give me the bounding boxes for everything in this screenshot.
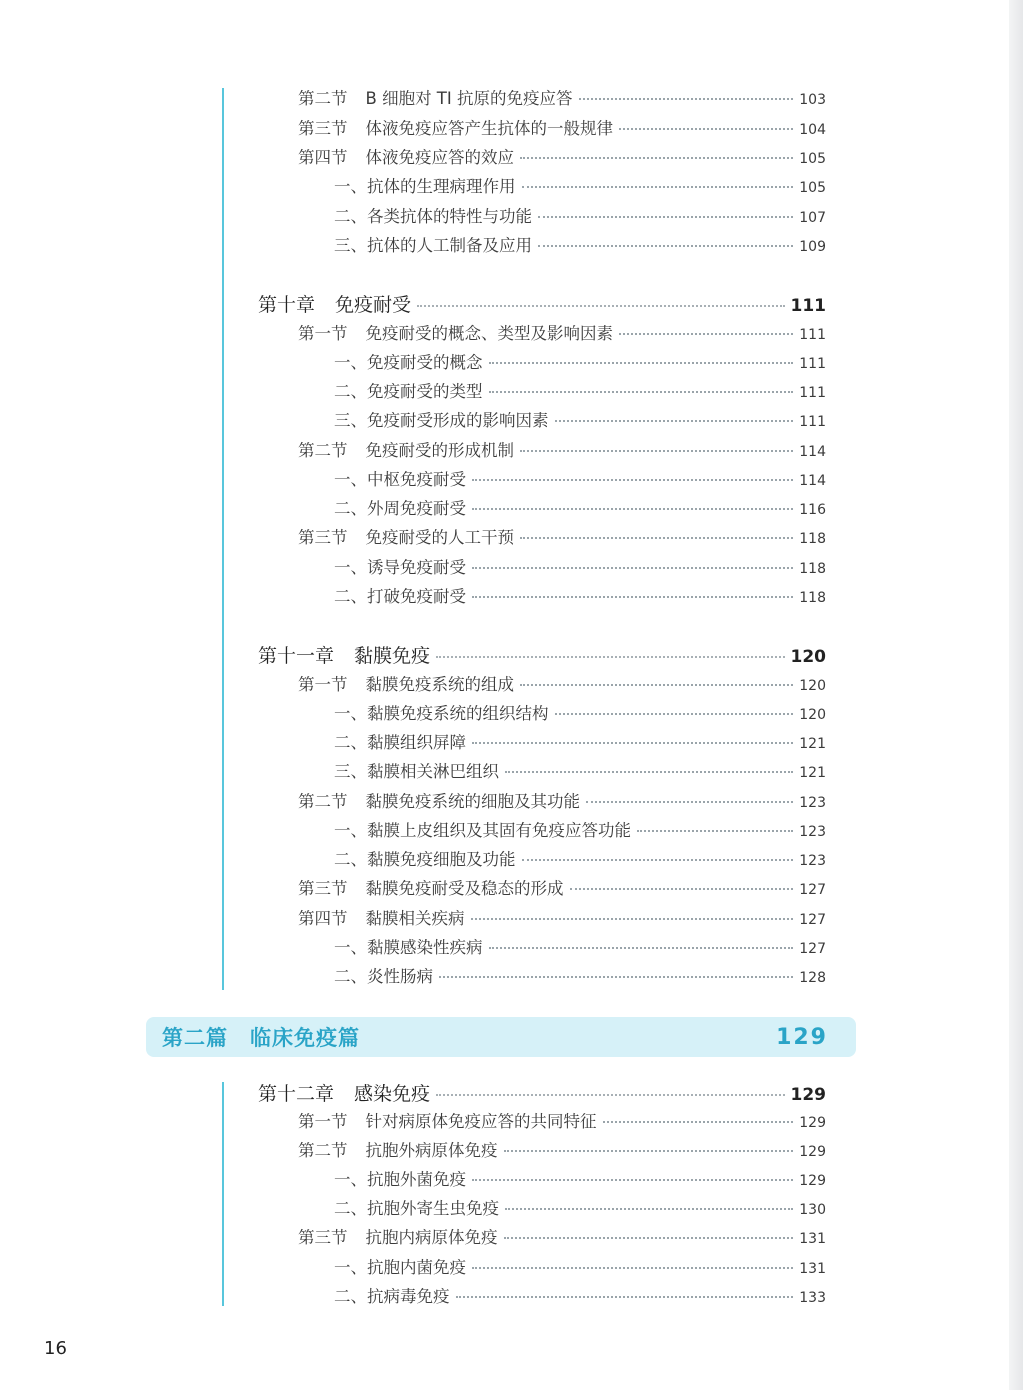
item-page-number: 116 [799,502,826,518]
section-entry[interactable] [298,791,826,814]
section-label: 第二节 [298,441,348,460]
dot-leader [570,888,794,890]
section-label: 第三节 [298,119,348,138]
dot-leader [439,976,793,978]
item-entry[interactable] [334,1286,826,1309]
dot-leader [637,830,793,832]
part-banner[interactable] [146,1017,856,1057]
section-title: 体液免疫应答产生抗体的一般规律 [365,119,613,138]
section-page-number: 118 [799,531,826,547]
item-title: 诱导免疫耐受 [367,558,466,577]
section-entry[interactable] [298,440,826,463]
item-entry[interactable] [334,469,826,492]
item-page-number: 111 [799,356,826,372]
section-title: 抗胞内病原体免疫 [365,1228,498,1247]
dot-leader [586,801,793,803]
chapter-title: 免疫耐受 [335,294,412,316]
item-page-number: 107 [799,210,826,226]
item-entry[interactable] [334,381,826,404]
dot-leader [555,713,794,715]
dot-leader [472,567,793,569]
section-label: 第一节 [298,324,348,343]
item-entry[interactable] [334,1257,826,1280]
item-title: 外周免疫耐受 [367,499,466,518]
dot-leader [436,656,784,658]
item-title: 黏膜相关淋巴组织 [367,762,499,781]
dot-leader [472,1267,793,1269]
item-label: 一、 [334,353,367,372]
item-label: 二、 [334,382,367,401]
dot-leader [522,859,794,861]
dot-leader [436,1094,784,1096]
section-title: 免疫耐受的形成机制 [365,441,514,460]
dot-leader [619,128,793,130]
item-label: 一、 [334,558,367,577]
section-entry[interactable] [298,88,826,111]
dot-leader [505,1208,793,1210]
section-entry[interactable] [298,527,826,550]
item-page-number: 105 [799,180,826,196]
item-page-number: 133 [799,1290,826,1306]
section-entry[interactable] [298,674,826,697]
chapter-title: 感染免疫 [354,1083,431,1105]
item-entry[interactable] [334,703,826,726]
part-page-number: 129 [776,1024,828,1050]
dot-leader [472,508,793,510]
dot-leader [619,333,793,335]
item-entry[interactable] [334,176,826,199]
section-title: B 细胞对 TI 抗原的免疫应答 [365,89,573,108]
section-label: 第四节 [298,909,348,928]
dot-leader [472,596,793,598]
section-page-number: 120 [799,678,826,694]
item-entry[interactable] [334,498,826,521]
item-title: 黏膜感染性疾病 [367,938,483,957]
item-page-number: 114 [799,473,826,489]
dot-leader [472,742,793,744]
item-label: 二、 [334,587,367,606]
section-title: 抗胞外病原体免疫 [365,1141,498,1160]
item-page-number: 111 [799,414,826,430]
dot-leader [456,1296,794,1298]
toc-rule-lower [222,1082,224,1306]
item-title: 抗病毒免疫 [367,1287,450,1306]
item-title: 免疫耐受的类型 [367,382,483,401]
item-label: 一、 [334,938,367,957]
item-page-number: 120 [799,707,826,723]
dot-leader [489,391,794,393]
item-label: 三、 [334,236,367,255]
item-label: 二、 [334,499,367,518]
section-page-number: 127 [799,882,826,898]
section-label: 第三节 [298,879,348,898]
section-page-number: 127 [799,912,826,928]
dot-leader [579,98,794,100]
dot-leader [538,245,793,247]
dot-leader [520,157,793,159]
item-entry[interactable] [334,410,826,433]
section-entry[interactable] [298,1227,826,1250]
item-entry[interactable] [334,937,826,960]
chapter-label: 第十二章 [258,1083,335,1105]
part-label: 第二篇 [162,1026,228,1050]
section-label: 第一节 [298,1112,348,1131]
dot-leader [505,771,793,773]
item-label: 一、 [334,1170,367,1189]
item-title: 黏膜免疫细胞及功能 [367,850,516,869]
item-title: 各类抗体的特性与功能 [367,207,532,226]
section-label: 第四节 [298,148,348,167]
item-title: 打破免疫耐受 [367,587,466,606]
section-page-number: 111 [799,327,826,343]
section-entry[interactable] [298,908,826,931]
item-page-number: 123 [799,853,826,869]
section-page-number: 114 [799,444,826,460]
chapter-page-number: 120 [790,647,826,667]
section-title: 免疫耐受的人工干预 [365,528,514,547]
section-label: 第三节 [298,1228,348,1247]
section-label: 第二节 [298,792,348,811]
item-label: 二、 [334,850,367,869]
item-page-number: 121 [799,736,826,752]
item-label: 一、 [334,821,367,840]
item-label: 二、 [334,1199,367,1218]
item-label: 二、 [334,1287,367,1306]
dot-leader [520,537,793,539]
item-label: 三、 [334,411,367,430]
section-entry[interactable] [298,1140,826,1163]
section-page-number: 105 [799,151,826,167]
section-entry[interactable] [298,878,826,901]
dot-leader [472,479,793,481]
dot-leader [471,918,794,920]
item-page-number: 130 [799,1202,826,1218]
item-title: 抗胞内菌免疫 [367,1258,466,1277]
item-label: 一、 [334,177,367,196]
chapter-page-number: 111 [790,296,826,316]
item-entry[interactable] [334,586,826,609]
item-entry[interactable] [334,235,826,258]
item-entry[interactable] [334,1198,826,1221]
dot-leader [489,362,794,364]
item-title: 免疫耐受形成的影响因素 [367,411,549,430]
item-entry[interactable] [334,732,826,755]
section-title: 免疫耐受的概念、类型及影响因素 [365,324,613,343]
chapter-label: 第十章 [258,294,316,316]
item-page-number: 123 [799,824,826,840]
item-entry[interactable] [334,966,826,989]
dot-leader [538,216,793,218]
section-label: 第二节 [298,1141,348,1160]
item-title: 免疫耐受的概念 [367,353,483,372]
section-page-number: 129 [799,1115,826,1131]
item-label: 二、 [334,733,367,752]
dot-leader [520,684,793,686]
chapter-entry[interactable] [258,294,826,317]
item-page-number: 127 [799,941,826,957]
item-title: 中枢免疫耐受 [367,470,466,489]
page-edge-shadow [1009,0,1023,1390]
dot-leader [555,420,794,422]
dot-leader [603,1121,794,1123]
item-page-number: 118 [799,561,826,577]
section-title: 针对病原体免疫应答的共同特征 [365,1112,597,1131]
item-entry[interactable] [334,820,826,843]
chapter-entry[interactable] [258,645,826,668]
part-name: 临床免疫篇 [250,1026,360,1050]
dot-leader [504,1237,794,1239]
item-entry[interactable] [334,761,826,784]
item-title: 炎性肠病 [367,967,433,986]
item-title: 黏膜免疫系统的组织结构 [367,704,549,723]
chapter-label: 第十一章 [258,645,335,667]
section-page-number: 103 [799,92,826,108]
section-page-number: 131 [799,1231,826,1247]
item-page-number: 118 [799,590,826,606]
item-label: 一、 [334,704,367,723]
item-label: 三、 [334,762,367,781]
item-label: 一、 [334,1258,367,1277]
item-entry[interactable] [334,206,826,229]
item-page-number: 109 [799,239,826,255]
dot-leader [417,305,784,307]
section-label: 第一节 [298,675,348,694]
section-label: 第三节 [298,528,348,547]
section-title: 黏膜相关疾病 [365,909,465,928]
section-title: 黏膜免疫系统的组成 [365,675,514,694]
chapter-entry[interactable] [258,1083,826,1106]
dot-leader [522,186,794,188]
chapter-title: 黏膜免疫 [354,645,431,667]
item-label: 二、 [334,967,367,986]
item-entry[interactable] [334,849,826,872]
section-entry[interactable] [298,118,826,141]
part-title [162,1022,360,1052]
item-title: 黏膜上皮组织及其固有免疫应答功能 [367,821,631,840]
item-title: 抗胞外寄生虫免疫 [367,1199,499,1218]
item-label: 一、 [334,470,367,489]
section-page-number: 123 [799,795,826,811]
item-title: 黏膜组织屏障 [367,733,466,752]
item-label: 二、 [334,207,367,226]
page-number: 16 [44,1338,67,1359]
item-page-number: 128 [799,970,826,986]
item-title: 抗体的生理病理作用 [367,177,516,196]
chapter-page-number: 129 [790,1085,826,1105]
toc-rule-upper [222,88,224,990]
item-page-number: 111 [799,385,826,401]
item-page-number: 131 [799,1261,826,1277]
section-entry[interactable] [298,1111,826,1134]
section-entry[interactable] [298,323,826,346]
item-title: 抗胞外菌免疫 [367,1170,466,1189]
item-page-number: 129 [799,1173,826,1189]
item-entry[interactable] [334,557,826,580]
item-page-number: 121 [799,765,826,781]
section-title: 黏膜免疫系统的细胞及其功能 [365,792,580,811]
section-title: 黏膜免疫耐受及稳态的形成 [365,879,564,898]
dot-leader [489,947,794,949]
dot-leader [472,1179,793,1181]
item-title: 抗体的人工制备及应用 [367,236,532,255]
section-page-number: 104 [799,122,826,138]
section-label: 第二节 [298,89,348,108]
section-title: 体液免疫应答的效应 [365,148,514,167]
dot-leader [520,450,793,452]
item-entry[interactable] [334,352,826,375]
section-entry[interactable] [298,147,826,170]
section-page-number: 129 [799,1144,826,1160]
dot-leader [504,1150,794,1152]
item-entry[interactable] [334,1169,826,1192]
